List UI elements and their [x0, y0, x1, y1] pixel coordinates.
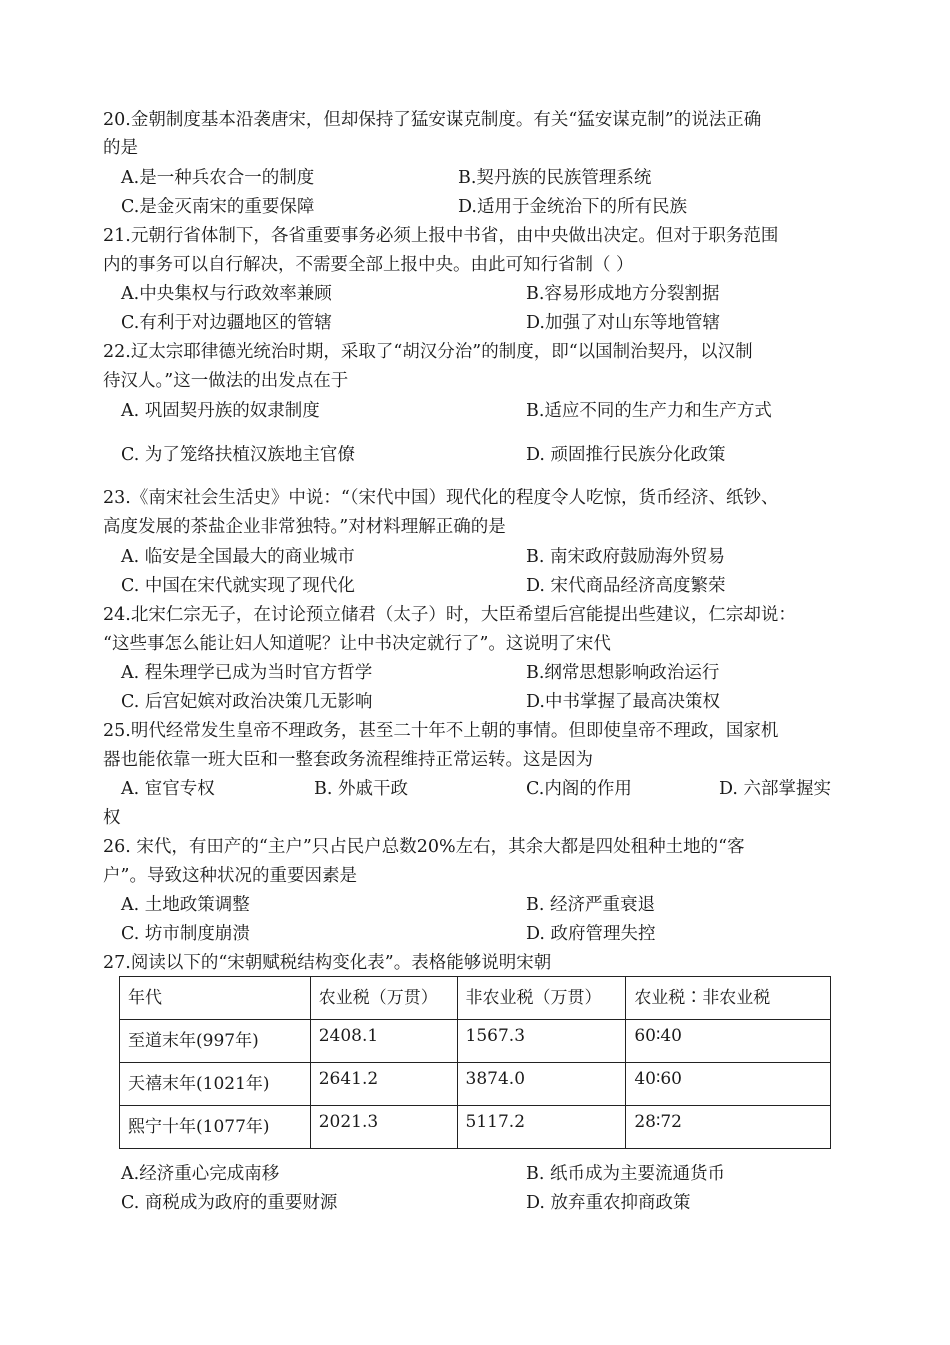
q24-option-c: C. 后宫妃嫔对政治决策几无影响 — [121, 692, 373, 712]
q24-stem-line-1: 24.北宋仁宗无子，在讨论预立储君（太子）时，大臣希望后宫能提出些建议，仁宗却说： — [103, 605, 796, 625]
table-header-cell: 年代 — [120, 977, 311, 1020]
tax-structure-table — [119, 976, 831, 1149]
q22-option-b: B.适应不同的生产力和生产方式 — [526, 401, 772, 421]
q21-option-a: A.中央集权与行政效率兼顾 — [121, 284, 332, 304]
q27-stem-line-1: 27.阅读以下的“宋朝赋税结构变化表”。表格能够说明宋朝 — [103, 953, 552, 973]
q25-option-d: D. 六部掌握实 — [719, 779, 832, 799]
q20-option-c: C.是金灭南宋的重要保障 — [121, 197, 315, 217]
table-cell: 2408.1 — [310, 1020, 457, 1063]
q25-option-b: B. 外戚干政 — [314, 779, 408, 799]
q26-option-c: C. 坊市制度崩溃 — [121, 924, 250, 944]
q20-stem-line-1: 20.金朝制度基本沿袭唐宋，但却保持了猛安谋克制度。有关“猛安谋克制”的说法正确 — [103, 110, 762, 130]
table-header-cell: 农业税∶非农业税 — [626, 977, 831, 1020]
table-row — [120, 1063, 831, 1106]
table-cell: 天禧末年(1021年) — [120, 1063, 311, 1106]
q20-stem-line-2: 的是 — [103, 138, 138, 158]
q26-option-b: B. 经济严重衰退 — [526, 895, 655, 915]
q26-stem-line-2: 户”。导致这种状况的重要因素是 — [103, 866, 357, 886]
table-cell: 2021.3 — [310, 1106, 457, 1149]
table-cell: 熙宁十年(1077年) — [120, 1106, 311, 1149]
q24-option-d: D.中书掌握了最高决策权 — [526, 692, 720, 712]
q21-stem-line-1: 21.元朝行省体制下，各省重要事务必须上报中书省，由中央做出决定。但对于职务范围 — [103, 226, 779, 246]
table-row — [120, 1020, 831, 1063]
q23-option-c: C. 中国在宋代就实现了现代化 — [121, 576, 355, 596]
q21-option-c: C.有利于对边疆地区的管辖 — [121, 313, 332, 333]
q22-option-d: D. 顽固推行民族分化政策 — [526, 445, 726, 465]
q23-option-a: A. 临安是全国最大的商业城市 — [121, 547, 355, 567]
q26-option-a: A. 土地政策调整 — [121, 895, 250, 915]
q22-option-a: A. 巩固契丹族的奴隶制度 — [121, 401, 320, 421]
table-cell: 3874.0 — [457, 1063, 626, 1106]
q20-option-a: A.是一种兵农合一的制度 — [121, 168, 315, 188]
q24-stem-line-2: “这些事怎么能让妇人知道呢？让中书决定就行了”。这说明了宋代 — [103, 634, 611, 654]
q24-option-a: A. 程朱理学已成为当时官方哲学 — [121, 663, 373, 683]
table-cell: 2641.2 — [310, 1063, 457, 1106]
table-header-cell: 农业税（万贯） — [310, 977, 457, 1020]
table-cell: 40∶60 — [626, 1063, 831, 1106]
table-cell: 28∶72 — [626, 1106, 831, 1149]
table-row — [120, 1106, 831, 1149]
q27-option-c: C. 商税成为政府的重要财源 — [121, 1193, 338, 1213]
q23-option-b: B. 南宋政府鼓励海外贸易 — [526, 547, 725, 567]
q25-option-d-continuation: 权 — [103, 808, 121, 828]
table-cell: 60∶40 — [626, 1020, 831, 1063]
q21-option-b: B.容易形成地方分裂割据 — [526, 284, 720, 304]
q22-stem-line-2: 待汉人。”这一做法的出发点在于 — [103, 371, 349, 391]
q21-option-d: D.加强了对山东等地管辖 — [526, 313, 720, 333]
q22-option-c: C. 为了笼络扶植汉族地主官僚 — [121, 445, 355, 465]
q22-stem-line-1: 22.辽太宗耶律德光统治时期，采取了“胡汉分治”的制度，即“以国制治契丹，以汉制 — [103, 342, 753, 362]
q27-option-a: A.经济重心完成南移 — [121, 1164, 280, 1184]
q25-stem-line-1: 25.明代经常发生皇帝不理政务，甚至二十年不上朝的事情。但即使皇帝不理政，国家机 — [103, 721, 779, 741]
q20-option-d: D.适用于金统治下的所有民族 — [458, 197, 687, 217]
table-header-row — [120, 977, 831, 1020]
table-cell: 5117.2 — [457, 1106, 626, 1149]
q20-option-b: B.契丹族的民族管理系统 — [458, 168, 652, 188]
q26-stem-line-1: 26. 宋代，有田产的“主户”只占民户总数20%左右，其余大都是四处租种土地的“客 — [103, 837, 745, 857]
table-cell: 1567.3 — [457, 1020, 626, 1063]
q25-option-a: A. 宦官专权 — [121, 779, 215, 799]
table-cell: 至道末年(997年) — [120, 1020, 311, 1063]
q24-option-b: B.纲常思想影响政治运行 — [526, 663, 720, 683]
q27-option-b: B. 纸币成为主要流通货币 — [526, 1164, 725, 1184]
q26-option-d: D. 政府管理失控 — [526, 924, 656, 944]
q21-stem-line-2: 内的事务可以自行解决，不需要全部上报中央。由此可知行省制（ ） — [103, 255, 634, 275]
q25-option-c: C.内阁的作用 — [526, 779, 632, 799]
table-header-cell: 非农业税（万贯） — [457, 977, 626, 1020]
q27-option-d: D. 放弃重农抑商政策 — [526, 1193, 691, 1213]
q23-stem-line-1: 23.《南宋社会生活史》中说：“（宋代中国）现代化的程度令人吃惊，货币经济、纸钞、 — [103, 488, 779, 508]
q23-option-d: D. 宋代商品经济高度繁荣 — [526, 576, 726, 596]
q23-stem-line-2: 高度发展的茶盐企业非常独特。”对材料理解正确的是 — [103, 517, 506, 537]
q25-stem-line-2: 器也能依靠一班大臣和一整套政务流程维持正常运转。这是因为 — [103, 750, 593, 770]
